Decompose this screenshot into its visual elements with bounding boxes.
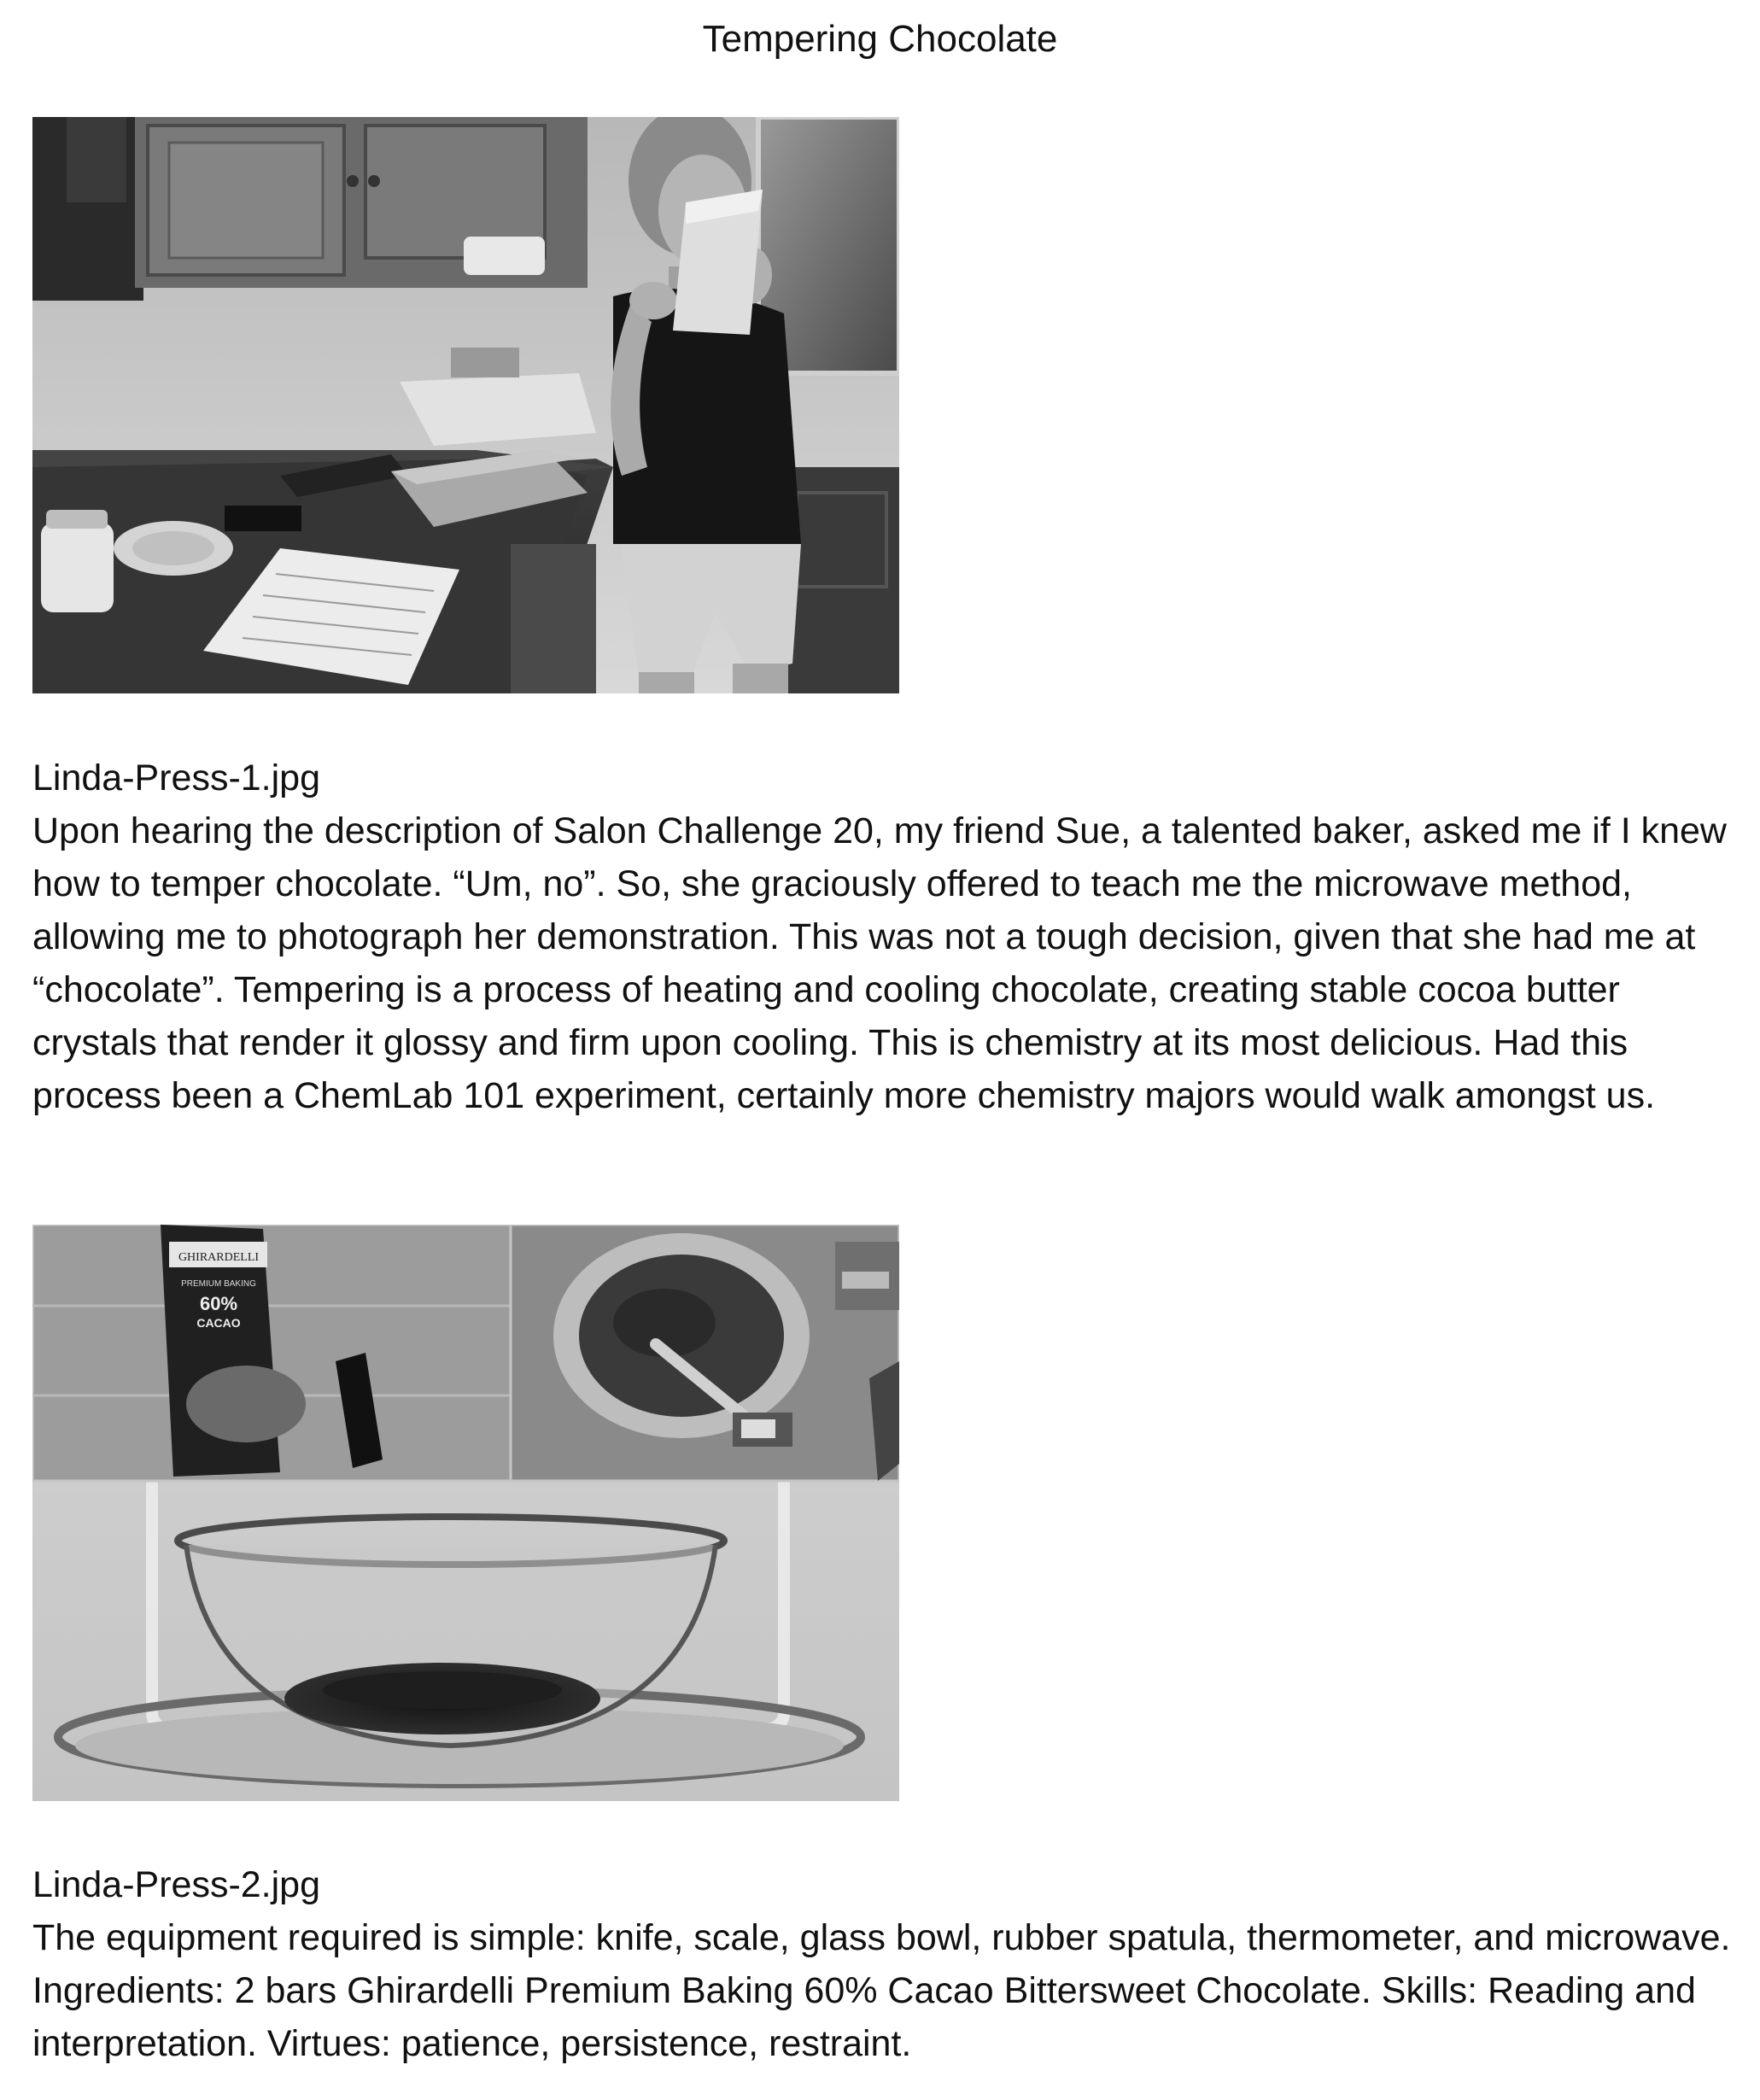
image-filename: Linda-Press-2.jpg (32, 1864, 321, 1905)
photo-caption (32, 1858, 1732, 2070)
page-title: Tempering Chocolate (702, 18, 1058, 60)
caption-text: The equipment required is simple: knife, scale, glass bowl, rubber spatula, thermometer, and microwave. Ingredients: 2 bars Ghirardelli Premium Baking 60% Cacao Bittersweet Chocolate. Skills: Reading and interpretation. Virtues: patience, persistence, restraint. (32, 1917, 1731, 2064)
chocolate-line: PREMIUM BAKING (181, 1279, 256, 1289)
chocolate-cacao: CACAO (196, 1316, 241, 1330)
image-filename: Linda-Press-1.jpg (32, 758, 321, 798)
photo-caption (32, 752, 1732, 1122)
microwave-bowl-photo (32, 1225, 899, 1801)
chocolate-percent: 60% (199, 1293, 238, 1314)
caption-text: Upon hearing the description of Salon Challenge 20, my friend Sue, a talented baker, asked me if I knew how to temper chocolate. “Um, no”. So, she graciously offered to teach me the microwave method, allowing me to photograph her demonstration. This was not a tough decision, given that she had me at “chocolate”. Tempering is a process of heating and cooling chocolate, creating stable cocoa butter crystals that render it glossy and firm upon cooling. This is chemistry at its most delicious. Had this process been a ChemLab 101 experiment, certainly more chemistry majors would walk amongst us. (32, 810, 1727, 1116)
kitchen-photo (32, 117, 899, 693)
chocolate-brand: GHIRARDELLI (178, 1251, 260, 1264)
